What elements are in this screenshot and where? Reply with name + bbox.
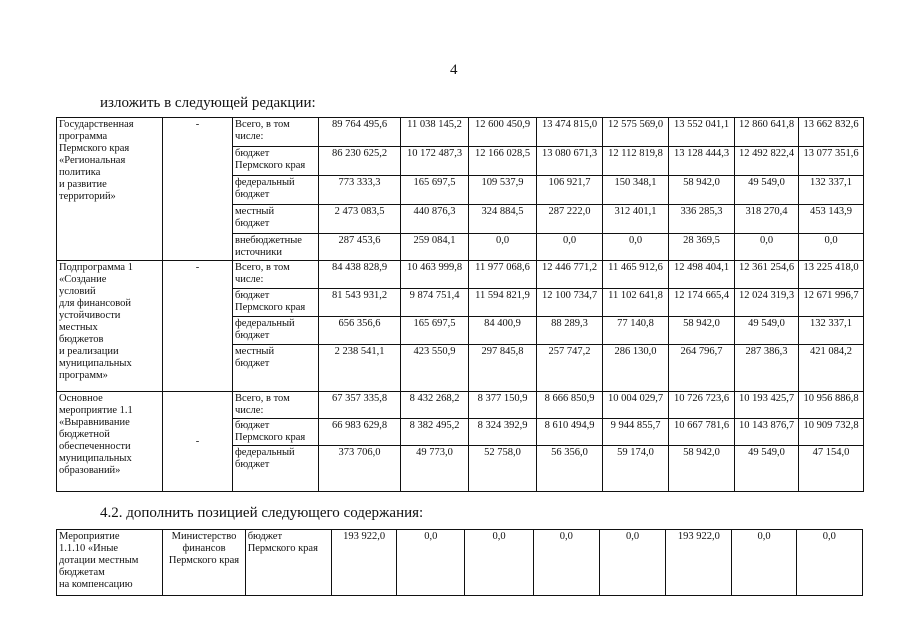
funding-source-cell: бюджет Пермского края	[233, 289, 319, 317]
value-cell: 10 172 487,3	[401, 147, 469, 176]
program-name-cell: Подпрограмма 1 «Создание условий для финансовой устойчивости местных бюджетов и реализации муниципальных программ»	[57, 261, 163, 392]
value-cell: 12 361 254,6	[735, 261, 799, 289]
value-cell: 0,0	[465, 530, 533, 596]
value-cell: 56 356,0	[537, 446, 603, 492]
program-name-cell: Государственная программа Пермского края «Региональная политика и развитие территорий»	[57, 118, 163, 261]
value-cell: 8 382 495,2	[401, 419, 469, 446]
value-cell: 49 549,0	[735, 176, 799, 205]
value-cell: 84 400,9	[469, 317, 537, 345]
value-cell: 10 726 723,6	[669, 392, 735, 419]
value-cell: 193 922,0	[332, 530, 397, 596]
value-cell: 10 909 732,8	[799, 419, 864, 446]
value-cell: 0,0	[397, 530, 465, 596]
value-cell: 58 942,0	[669, 317, 735, 345]
value-cell: 13 128 444,3	[669, 147, 735, 176]
funding-source-cell: местный бюджет	[233, 345, 319, 392]
value-cell: 12 671 996,7	[799, 289, 864, 317]
value-cell: 13 662 832,6	[799, 118, 864, 147]
value-cell: 0,0	[599, 530, 665, 596]
page-number: 4	[450, 62, 458, 78]
value-cell: 12 112 819,8	[603, 147, 669, 176]
measure-name-cell: Мероприятие 1.1.10 «Иные дотации местным бюджетам на компенсацию	[57, 530, 163, 596]
funding-source-cell: Всего, в том числе:	[233, 261, 319, 289]
value-cell: 0,0	[533, 530, 599, 596]
value-cell: 312 401,1	[603, 205, 669, 234]
value-cell: 86 230 625,2	[319, 147, 401, 176]
table-row	[57, 118, 864, 147]
value-cell: 13 225 418,0	[799, 261, 864, 289]
value-cell: 150 348,1	[603, 176, 669, 205]
value-cell: 165 697,5	[401, 317, 469, 345]
value-cell: 318 270,4	[735, 205, 799, 234]
value-cell: 0,0	[796, 530, 862, 596]
value-cell: 47 154,0	[799, 446, 864, 492]
funding-source-cell: федеральный бюджет	[233, 317, 319, 345]
value-cell: 66 983 629,8	[319, 419, 401, 446]
value-cell: 336 285,3	[669, 205, 735, 234]
value-cell: 13 080 671,3	[537, 147, 603, 176]
value-cell: 12 860 641,8	[735, 118, 799, 147]
funding-source-cell: бюджет Пермского края	[233, 147, 319, 176]
value-cell: 132 337,1	[799, 317, 864, 345]
value-cell: 67 357 335,8	[319, 392, 401, 419]
value-cell: 12 024 319,3	[735, 289, 799, 317]
value-cell: 49 773,0	[401, 446, 469, 492]
funding-source-cell: Всего, в том числе:	[233, 392, 319, 419]
value-cell: 10 463 999,8	[401, 261, 469, 289]
value-cell: 2 473 083,5	[319, 205, 401, 234]
value-cell: 259 084,1	[401, 234, 469, 261]
executor-cell: -	[163, 392, 233, 492]
value-cell: 58 942,0	[669, 176, 735, 205]
value-cell: 423 550,9	[401, 345, 469, 392]
section-heading: изложить в следующей редакции:	[100, 95, 316, 111]
value-cell: 13 077 351,6	[799, 147, 864, 176]
budget-table	[56, 117, 864, 492]
value-cell: 84 438 828,9	[319, 261, 401, 289]
value-cell: 89 764 495,6	[319, 118, 401, 147]
value-cell: 49 549,0	[735, 317, 799, 345]
value-cell: 0,0	[537, 234, 603, 261]
section-4-2-heading: 4.2. дополнить позицией следующего содержания:	[100, 505, 424, 521]
value-cell: 13 552 041,1	[669, 118, 735, 147]
value-cell: 11 594 821,9	[469, 289, 537, 317]
value-cell: 77 140,8	[603, 317, 669, 345]
new-position-table	[56, 529, 863, 596]
value-cell: 421 084,2	[799, 345, 864, 392]
funding-source-cell: бюджет Пермского края	[245, 530, 331, 596]
table-row	[57, 261, 864, 289]
value-cell: 28 369,5	[669, 234, 735, 261]
funding-source-cell: внебюджетные источники	[233, 234, 319, 261]
value-cell: 10 193 425,7	[735, 392, 799, 419]
table-row	[57, 392, 864, 419]
value-cell: 132 337,1	[799, 176, 864, 205]
value-cell: 324 884,5	[469, 205, 537, 234]
value-cell: 8 377 150,9	[469, 392, 537, 419]
value-cell: 287 222,0	[537, 205, 603, 234]
funding-source-cell: местный бюджет	[233, 205, 319, 234]
value-cell: 11 102 641,8	[603, 289, 669, 317]
value-cell: 13 474 815,0	[537, 118, 603, 147]
value-cell: 88 289,3	[537, 317, 603, 345]
funding-source-cell: бюджет Пермского края	[233, 419, 319, 446]
value-cell: 773 333,3	[319, 176, 401, 205]
value-cell: 81 543 931,2	[319, 289, 401, 317]
value-cell: 12 446 771,2	[537, 261, 603, 289]
executor-cell: Министерство финансов Пермского края	[163, 530, 245, 596]
value-cell: 165 697,5	[401, 176, 469, 205]
value-cell: 297 845,8	[469, 345, 537, 392]
value-cell: 286 130,0	[603, 345, 669, 392]
value-cell: 0,0	[603, 234, 669, 261]
value-cell: 440 876,3	[401, 205, 469, 234]
value-cell: 8 666 850,9	[537, 392, 603, 419]
value-cell: 58 942,0	[669, 446, 735, 492]
value-cell: 656 356,6	[319, 317, 401, 345]
value-cell: 109 537,9	[469, 176, 537, 205]
value-cell: 106 921,7	[537, 176, 603, 205]
table-row	[57, 530, 863, 596]
executor-cell: -	[163, 261, 233, 392]
funding-source-cell: Всего, в том числе:	[233, 118, 319, 147]
value-cell: 8 324 392,9	[469, 419, 537, 446]
executor-cell: -	[163, 118, 233, 261]
value-cell: 12 600 450,9	[469, 118, 537, 147]
value-cell: 10 004 029,7	[603, 392, 669, 419]
value-cell: 8 432 268,2	[401, 392, 469, 419]
value-cell: 10 143 876,7	[735, 419, 799, 446]
value-cell: 52 758,0	[469, 446, 537, 492]
value-cell: 9 944 855,7	[603, 419, 669, 446]
funding-source-cell: федеральный бюджет	[233, 176, 319, 205]
value-cell: 10 956 886,8	[799, 392, 864, 419]
value-cell: 11 977 068,6	[469, 261, 537, 289]
value-cell: 373 706,0	[319, 446, 401, 492]
value-cell: 2 238 541,1	[319, 345, 401, 392]
value-cell: 12 166 028,5	[469, 147, 537, 176]
value-cell: 193 922,0	[666, 530, 732, 596]
value-cell: 59 174,0	[603, 446, 669, 492]
value-cell: 264 796,7	[669, 345, 735, 392]
value-cell: 12 174 665,4	[669, 289, 735, 317]
value-cell: 11 038 145,2	[401, 118, 469, 147]
value-cell: 12 492 822,4	[735, 147, 799, 176]
funding-source-cell: федеральный бюджет	[233, 446, 319, 492]
value-cell: 287 386,3	[735, 345, 799, 392]
program-name-cell: Основное мероприятие 1.1 «Выравнивание бюджетной обеспеченности муниципальных образований»	[57, 392, 163, 492]
value-cell: 0,0	[799, 234, 864, 261]
value-cell: 10 667 781,6	[669, 419, 735, 446]
value-cell: 8 610 494,9	[537, 419, 603, 446]
value-cell: 49 549,0	[735, 446, 799, 492]
value-cell: 12 575 569,0	[603, 118, 669, 147]
value-cell: 12 498 404,1	[669, 261, 735, 289]
value-cell: 9 874 751,4	[401, 289, 469, 317]
value-cell: 453 143,9	[799, 205, 864, 234]
value-cell: 0,0	[469, 234, 537, 261]
value-cell: 11 465 912,6	[603, 261, 669, 289]
value-cell: 257 747,2	[537, 345, 603, 392]
value-cell: 0,0	[732, 530, 796, 596]
value-cell: 287 453,6	[319, 234, 401, 261]
value-cell: 12 100 734,7	[537, 289, 603, 317]
value-cell: 0,0	[735, 234, 799, 261]
